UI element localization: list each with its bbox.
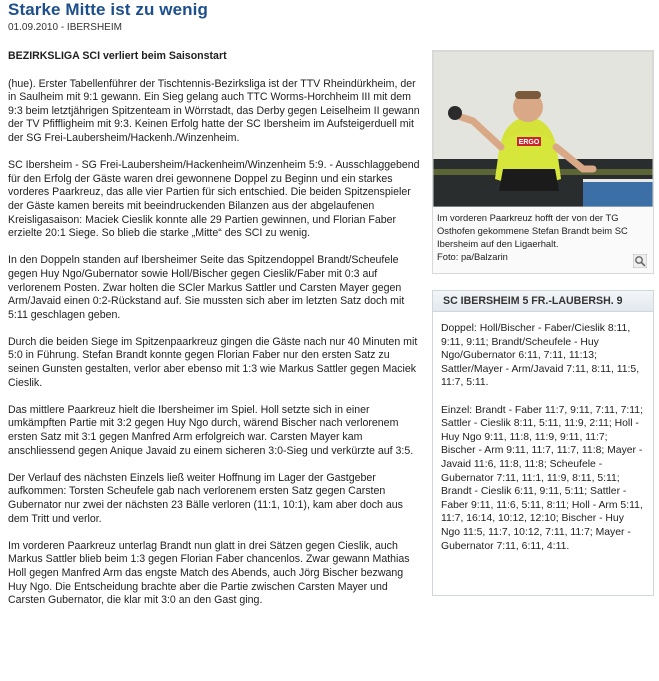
score-doubles: Doppel: Holl/Bischer - Faber/Cieslik 8:11, 9:11, 9:11; Brandt/Scheufele - Huy Ngo/Gubernator 6:11, 7:11, 11:13; Sattler/Mayer - Arm/Javaid 7:11, 8:11, 11:5, 11:7, 5:11. [441,323,640,389]
score-box-body [433,312,653,553]
photo-caption-text: Im vorderen Paarkreuz hofft der von der TG Osthofen gekommene Stefan Brandt beim SC Ibersheim auf den Ligaerhalt. [437,212,628,249]
magnifier-icon[interactable] [633,254,647,268]
score-box [432,290,654,596]
photo-credit: Foto: pa/Balzarin [437,251,508,262]
article-paragraph: SC Ibersheim - SG Frei-Laubersheim/Hackenheim/Winzenheim 5:9. - Ausschlaggebend für den Erfolg der Gäste waren drei gewonnene Doppel zu Beginn und ein starkes vorderes Paarkreuz, das alle vier Partien für sich entschied. Die beiden Spitzenspieler der Gäste kamen bereits mit beeindruckenden Bilanzen aus der abgelaufenen Kreisligasaison: Maciek Cieslik konnte alle 29 Partien gewinnen, und Florian Faber erzielte 20:1 Siege. So blieb die starke „Mitte“ des SCI zu wenig. [8,159,420,240]
score-box-title: SC IBERSHEIM 5 FR.-LAUBERSH. 9 [433,291,653,312]
article-body [8,50,422,621]
article-paragraph: Im vorderen Paarkreuz unterlag Brandt nun glatt in drei Sätzen gegen Cieslik, auch Markus Sattler blieb beim 1:3 gegen Florian Faber chancenlos. Zwar gewann Mathias Holl gegen Manfred Arm das engste Match des Abends, auch Jörg Bischer bezwang Huy Ngo. Die Entscheidung brachte aber die Partie zwischen Carsten Mayer und Carsten Gubernator, die klar mit 3:0 an den Gast ging. [8,539,410,607]
article-paragraph: In den Doppeln standen auf Ibersheimer Seite das Spitzendoppel Brandt/Scheufele gegen Huy Ngo/Gubernator sowie Holl/Bischer gegen Cieslik/Faber mit 0:3 auf verlorenem Posten. Zwar holten die SCler Markus Sattler und Carsten Mayer gegen Arm/Javaid einen 0:2-Rückstand auf. Sie mussten sich aber im letzten Satz doch mit 5:11 geschlagen geben. [8,254,405,321]
article-headline: Starke Mitte ist zu wenig [8,0,208,19]
article-dateline: 01.09.2010 - IBERSHEIM [8,22,122,33]
article-lead: BEZIRKSLIGA SCI verliert beim Saisonstart [8,50,227,62]
photo-box [432,50,654,274]
score-singles: Einzel: Brandt - Faber 11:7, 9:11, 7:11, 7:11; Sattler - Cieslik 8:11, 5:11, 11:9, 2:11; Holl - Huy Ngo 9:11, 11:8, 11:9, 9:11, 11:7; Bischer - Arm 9:11, 11:7, 11:7, 11:8; Mayer - Javaid 11:6, 11:8, 11:8; Scheufele - Gubernator 7:11, 11:1, 11:9, 8:11, 5:11; Brandt - Cieslik 6:11, 9:11, 5:11; Sattler - Faber 9:11, 11:6, 5:11, 8:11; Holl - Arm 5:11, 11:7, 16:14, 10:12, 12:10; Bischer - Huy Ngo 11:5, 11:7, 10:12, 7:11, 11:7; Mayer - Gubernator 7:11, 6:11, 4:11. [441,404,643,552]
article-paragraph: Das mittlere Paarkreuz hielt die Ibersheimer im Spiel. Holl setzte sich in einer umkämpften Partie mit 3:2 gegen Huy Ngo durch, wärend Bischer nach verlorenem ersten Satz mit 3:1 gegen Manfred Arm erfolgreich war. Carsten Mayer kam anschliessend gegen Anique Javaid zu einem sicheren 3:0-Sieg und verkürzte auf 3:5. [8,403,414,457]
article-paragraph: (hue). Erster Tabellenführer der Tischtennis-Bezirksliga ist der TTV Rheindürkheim, der in Saulheim mit 9:1 gewann. Ein Sieg gelang auch TTC Worms-Horchheim III mit dem 9:3 beim letztjährigen Spitzenteam in Wörrstadt, das Derby gegen Leiselheim II gewann der TV Pfiffligheim mit 9:3. Keinen Erfolg hatte der SC Ibersheim im Aufsteigerduell mit der SG Frei-Laubersheim/Hackenh./Winzenheim. [8,77,420,144]
jersey-logo: ERGO [518,139,540,146]
article-paragraph: Der Verlauf des nächsten Einzels ließ weiter Hoffnung im Lager der Gastgeber aufkommen: Torsten Scheufele gab nach verlorenem ersten Satz gegen Carsten Gubernator nur zwei der nächsten 23 Bälle verloren (11:1, 10:1), kam aber doch aus dem Tritt und verlor. [8,471,403,525]
article-paragraph: Durch die beiden Siege im Spitzenpaarkreuz gingen die Gäste nach nur 40 Minuten mit 5:0 in Führung. Stefan Brandt konnte gegen Florian Faber nur den ersten Satz zu seinen Gunsten gestalten, verlor aber ebenso mit 1:3 wie Markus Sattler gegen Maciek Cieslik. [8,335,418,389]
player-photo[interactable] [433,51,653,207]
photo-caption [437,211,649,263]
player-illustration [433,51,653,207]
